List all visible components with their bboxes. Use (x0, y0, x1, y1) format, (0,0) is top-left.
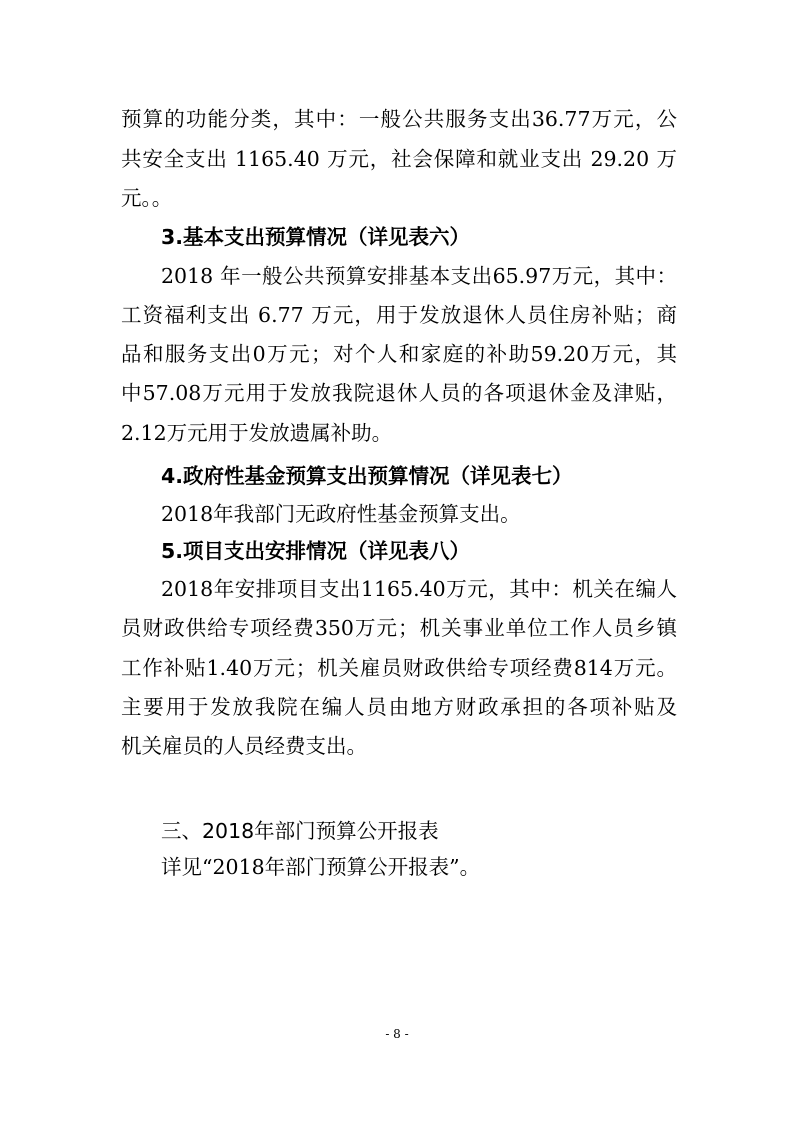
subheading-government-fund: 4.政府性基金预算支出预算情况（详见表七） (161, 464, 573, 488)
paragraph-line: 预算的功能分类，其中：一般公共服务支出36.77万元，公 (121, 107, 677, 131)
paragraph-line: 中57.08万元用于发放我院退休人员的各项退休金及津贴， (121, 381, 677, 405)
section-title-report-tables: 三、2018年部门预算公开报表 (161, 819, 439, 843)
paragraph-line: 品和服务支出0万元；对个人和家庭的补助59.20万元，其 (121, 342, 677, 366)
paragraph-line: 元。。 (121, 186, 173, 210)
paragraph-line: 详见“2018年部门预算公开报表”。 (161, 855, 481, 879)
paragraph-line: 工作补贴1.40万元；机关雇员财政供给专项经费814万元。 (121, 656, 677, 680)
paragraph-line: 2.12万元用于发放遗属补助。 (121, 421, 393, 445)
paragraph-line: 主要用于发放我院在编人员由地方财政承担的各项补贴及 (121, 695, 677, 719)
paragraph-line: 员财政供给专项经费350万元；机关事业单位工作人员乡镇 (121, 616, 677, 640)
paragraph-line: 2018年我部门无政府性基金预算支出。 (161, 502, 521, 526)
page-number: - 8 - (385, 1027, 409, 1041)
subheading-basic-expenditure: 3.基本支出预算情况（详见表六） (161, 225, 471, 249)
paragraph-line: 2018年安排项目支出1165.40万元，其中：机关在编人 (161, 577, 677, 601)
paragraph-line: 工资福利支出 6.77 万元，用于发放退休人员住房补贴；商 (121, 303, 677, 327)
paragraph-line: 机关雇员的人员经费支出。 (121, 734, 367, 758)
paragraph-line: 共安全支出 1165.40 万元，社会保障和就业支出 29.20 万 (121, 147, 677, 171)
subheading-project-expenditure: 5.项目支出安排情况（详见表八） (161, 539, 471, 563)
paragraph-line: 2018 年一般公共预算安排基本支出65.97万元，其中： (161, 264, 677, 288)
